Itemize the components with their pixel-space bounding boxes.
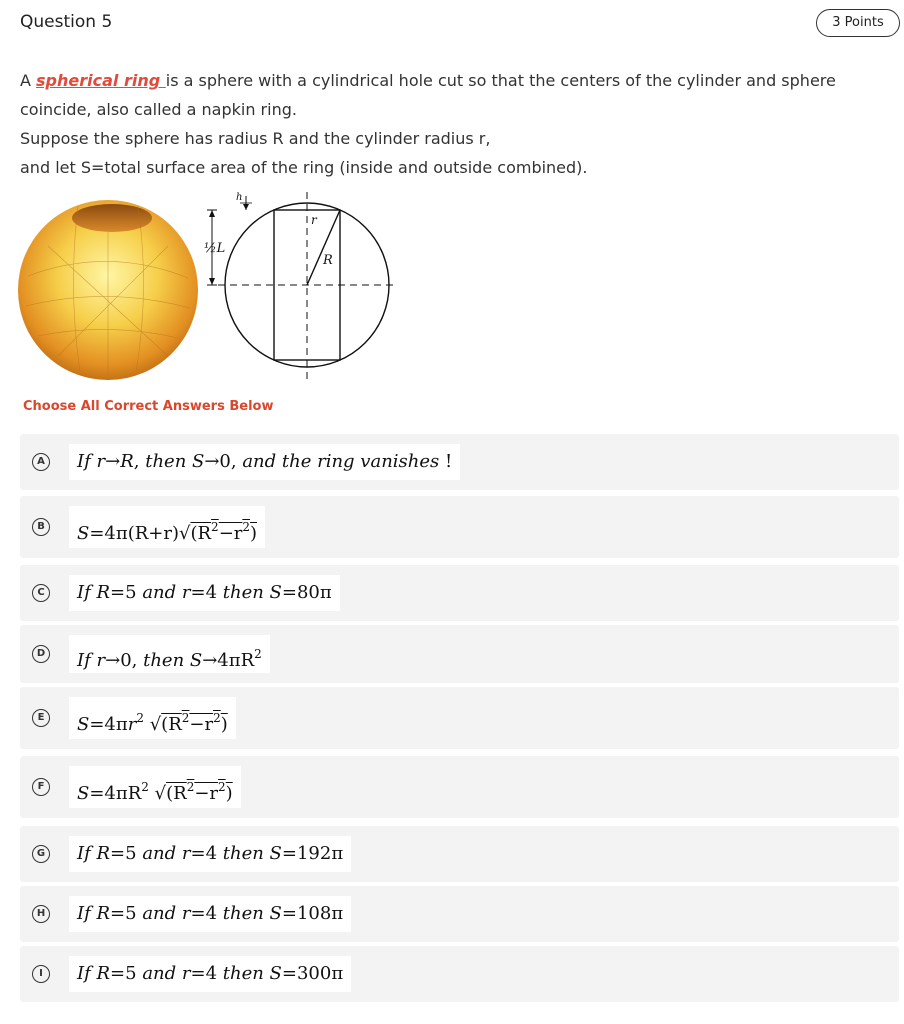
points-badge: 3 Points (816, 9, 900, 37)
question-text (20, 66, 890, 182)
option-h-formula: If R=5 and r=4 then S=108π (69, 896, 351, 932)
napkin-ring-diagram (18, 186, 408, 388)
option-c-letter: C (32, 584, 50, 602)
option-c[interactable] (20, 565, 899, 621)
option-e[interactable] (20, 687, 899, 749)
option-e-formula: $S=4\pi r^2$ $√(R^2-r^2)$ (69, 697, 236, 739)
option-g[interactable] (20, 826, 899, 882)
option-f[interactable] (20, 756, 899, 818)
sphere-render (18, 200, 198, 380)
option-i-formula: If R=5 and r=4 then S=300π (69, 956, 351, 992)
option-i[interactable] (20, 946, 899, 1002)
half-L-label: ½L (204, 241, 226, 256)
option-h[interactable] (20, 886, 899, 942)
R-label: R (323, 253, 333, 268)
intro-line-1 (20, 66, 890, 124)
option-i-letter: I (32, 965, 50, 983)
option-f-formula: $S=4\pi R^2$ $√(R^2-r^2)$ (69, 766, 241, 808)
option-b-letter: B (32, 518, 50, 536)
option-b[interactable] (20, 496, 899, 558)
question-title: Question 5 (20, 12, 113, 32)
intro-line-3: and let S=total surface area of the ring (inside and outside combined). (20, 158, 588, 177)
instruction-label: Choose All Correct Answers Below (23, 399, 274, 414)
option-b-formula: $S=4\pi(R+r)√(R^2-r^2)$ (69, 506, 265, 548)
option-d-letter: D (32, 645, 50, 663)
option-e-letter: E (32, 709, 50, 727)
option-g-letter: G (32, 845, 50, 863)
spherical-ring-link[interactable]: spherical ring (36, 71, 166, 90)
option-h-letter: H (32, 905, 50, 923)
option-a-letter: A (32, 453, 50, 471)
intro-line-2: Suppose the sphere has radius R and the cylinder radius r, (20, 129, 491, 148)
option-f-letter: F (32, 778, 50, 796)
option-c-formula: If R=5 and r=4 then S=80π (69, 575, 340, 611)
r-label: r (311, 213, 317, 227)
option-d[interactable] (20, 625, 899, 683)
intro-line-1-rest: is a sphere with a cylindrical hole cut so that the centers of the cylinder and sphere coincide, also called a napkin ring. (20, 71, 836, 119)
option-g-formula: If R=5 and r=4 then S=192π (69, 836, 351, 872)
napkin-ring-figure (18, 186, 408, 392)
h-label: h (236, 192, 243, 203)
option-a-formula: If r→R, then S→0, and the ring vanishes ! (69, 444, 460, 480)
option-d-formula: If r→0, then $S\to 4\pi R^2$ (69, 635, 270, 673)
cross-section-diagram (207, 192, 394, 382)
intro-prefix: A (20, 71, 37, 90)
option-a[interactable] (20, 434, 899, 490)
